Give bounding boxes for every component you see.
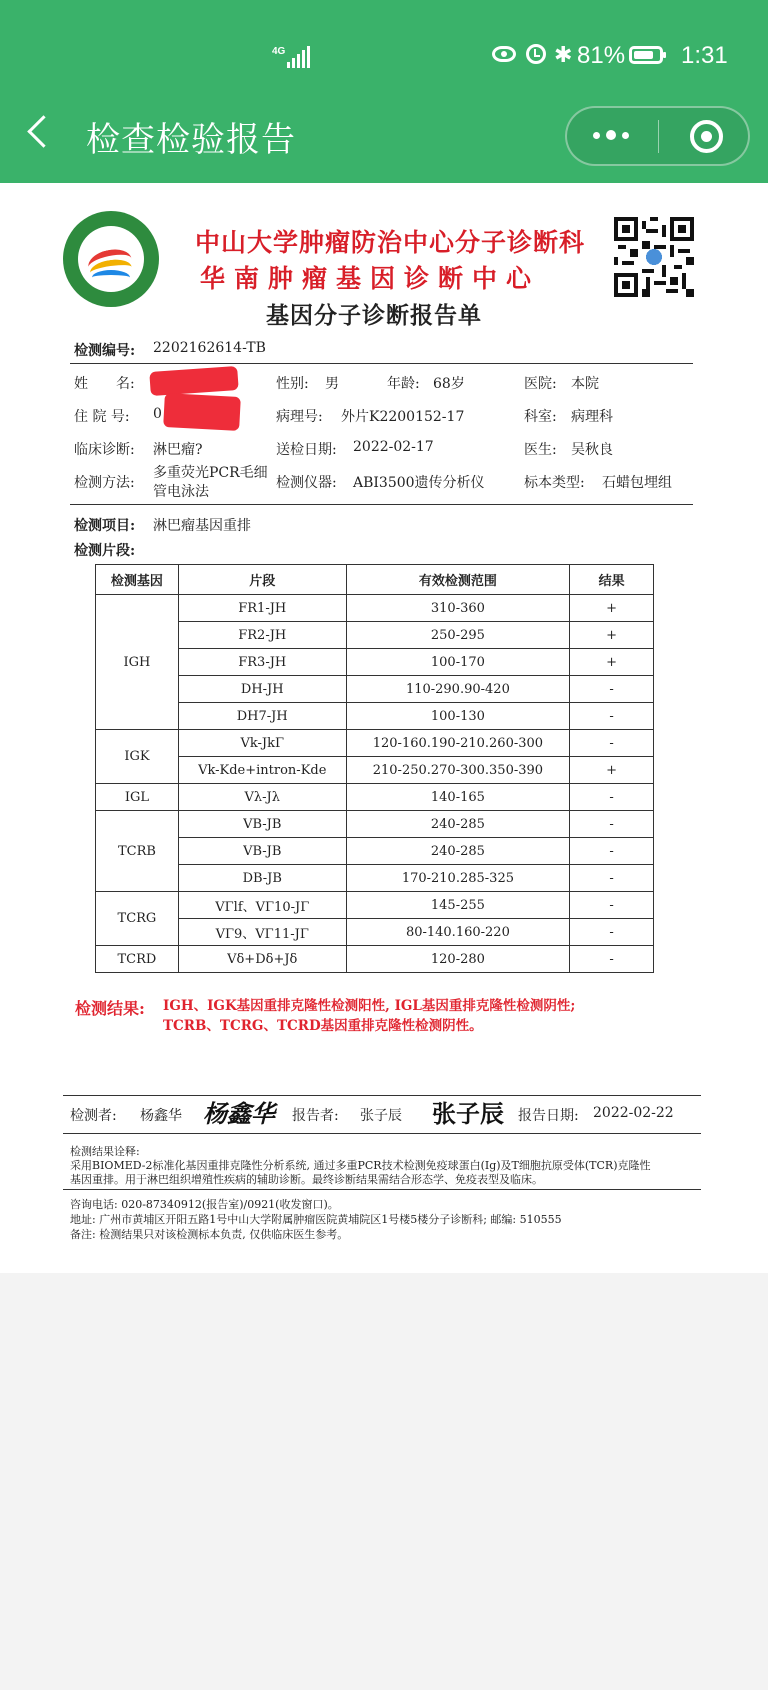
result-cell: - — [570, 811, 654, 838]
battery-icon — [629, 46, 663, 64]
admission-label: 住 院 号: — [74, 409, 130, 425]
diagnosis-value: 淋巴瘤? — [153, 442, 203, 458]
notes-line1: 采用BIOMED-2标准化基因重排克隆性分析系统, 通过多重PCR技术检测免疫球蛋白(Ig)及T细胞抗原受体(TCR)克隆性 — [70, 1159, 651, 1172]
clock: 1:31 — [681, 42, 728, 69]
divider — [63, 1095, 701, 1096]
segment-cell: FR3-JH — [178, 649, 346, 676]
table-row — [96, 919, 654, 946]
table-row — [96, 595, 654, 622]
signal-icon — [287, 46, 311, 68]
send-date-value: 2022-02-17 — [353, 439, 434, 455]
age-value: 68岁 — [433, 376, 465, 392]
status-bar — [0, 40, 768, 80]
report-title: 基因分子诊断报告单 — [266, 302, 482, 329]
range-cell: 100-170 — [346, 649, 570, 676]
range-cell: 250-295 — [346, 622, 570, 649]
range-cell: 140-165 — [346, 784, 570, 811]
report-date-label: 报告日期: — [518, 1108, 579, 1124]
segment-cell: VΓlf、VΓ10-JΓ — [178, 892, 346, 919]
result-line1: IGH、IGK基因重排克隆性检测阳性, IGL基因重排克隆性检测阴性; — [163, 998, 576, 1014]
alarm-icon — [526, 44, 546, 64]
tester-label: 检测者: — [70, 1108, 117, 1124]
sample-type-label: 标本类型: — [524, 475, 585, 491]
table-row — [96, 865, 654, 892]
result-cell: - — [570, 703, 654, 730]
divider — [63, 1133, 701, 1134]
capsule-divider — [658, 120, 659, 153]
header-result: 结果 — [570, 565, 654, 595]
result-cell: - — [570, 946, 654, 973]
hospital-label: 医院: — [524, 376, 557, 392]
result-cell: - — [570, 730, 654, 757]
divider — [70, 363, 693, 364]
gene-cell: IGL — [96, 784, 179, 811]
doctor-value: 吴秋良 — [571, 442, 613, 458]
method-label: 检测方法: — [74, 475, 135, 491]
reporter-value: 张子辰 — [360, 1108, 402, 1124]
contact-line: 咨询电话: 020-87340912(报告室)/0921(收发窗口)。 — [70, 1198, 339, 1211]
range-cell: 120-280 — [346, 946, 570, 973]
segment-cell: VΓ9、VΓ11-JΓ — [178, 919, 346, 946]
table-row — [96, 703, 654, 730]
table-row — [96, 784, 654, 811]
notes-title: 检测结果诠释: — [70, 1145, 140, 1158]
report-document — [0, 183, 768, 1273]
id-label: 检测编号: — [74, 343, 136, 359]
sample-type-value: 石蜡包埋组 — [602, 475, 672, 491]
gene-cell: TCRB — [96, 811, 179, 892]
gene-rearrangement-table — [95, 564, 654, 973]
segment-cell: Vk-JkΓ — [178, 730, 346, 757]
sex-value: 男 — [325, 376, 339, 392]
result-cell: - — [570, 838, 654, 865]
segment-cell: Vδ+Dδ+Jδ — [178, 946, 346, 973]
table-header-row — [96, 565, 654, 595]
result-cell: - — [570, 676, 654, 703]
result-text — [163, 996, 575, 1036]
header-gene: 检测基因 — [96, 565, 179, 595]
item-label: 检测项目: — [74, 518, 136, 534]
diagnosis-label: 临床诊断: — [74, 442, 135, 458]
segment-cell: FR1-JH — [178, 595, 346, 622]
page-title: 检查检验报告 — [86, 120, 296, 160]
range-cell: 80-140.160-220 — [346, 919, 570, 946]
table-row — [96, 676, 654, 703]
send-date-label: 送检日期: — [276, 442, 337, 458]
redaction-mark — [163, 393, 241, 431]
table-row — [96, 892, 654, 919]
gene-cell: IGH — [96, 595, 179, 730]
range-cell: 310-360 — [346, 595, 570, 622]
result-cell: + — [570, 622, 654, 649]
range-cell: 210-250.270-300.350-390 — [346, 757, 570, 784]
result-cell: - — [570, 784, 654, 811]
result-cell: - — [570, 892, 654, 919]
battery-percent: 81% — [577, 42, 626, 69]
org-name-line2: 华南肿瘤基因诊断中心 — [200, 264, 541, 293]
segment-cell: VB-JB — [178, 838, 346, 865]
bluetooth-icon: ✱ — [554, 42, 573, 67]
segment-cell: DH7-JH — [178, 703, 346, 730]
segment-cell: Vλ-Jλ — [178, 784, 346, 811]
divider — [63, 1189, 701, 1190]
range-cell: 100-130 — [346, 703, 570, 730]
table-row — [96, 649, 654, 676]
range-cell: 240-285 — [346, 838, 570, 865]
hospital-logo — [63, 211, 159, 307]
result-cell: - — [570, 919, 654, 946]
result-cell: + — [570, 595, 654, 622]
pathology-value: 外片K2200152-17 — [341, 409, 465, 425]
instrument-label: 检测仪器: — [276, 475, 337, 491]
result-cell: + — [570, 757, 654, 784]
table-row — [96, 811, 654, 838]
doctor-label: 医生: — [524, 442, 557, 458]
header-range: 有效检测范围 — [346, 565, 570, 595]
app-header — [0, 0, 768, 183]
range-cell: 120-160.190-210.260-300 — [346, 730, 570, 757]
address-line: 地址: 广州市黄埔区开阳五路1号中山大学附属肿瘤医院黄埔院区1号楼5楼分子诊断科; 邮编: 510555 — [70, 1213, 562, 1226]
divider — [70, 504, 693, 505]
department-value: 病理科 — [571, 409, 613, 425]
segment-cell: VB-JB — [178, 811, 346, 838]
range-cell: 145-255 — [346, 892, 570, 919]
reporter-signature: 张子辰 — [432, 1099, 504, 1128]
notes-line2: 基因重排。用于淋巴组织增殖性疾病的辅助诊断。最终诊断结果需结合形态学、免疫表型及临床。 — [70, 1173, 543, 1186]
result-line2: TCRB、TCRG、TCRD基因重排克隆性检测阴性。 — [163, 1018, 483, 1034]
segment-cell: DB-JB — [178, 865, 346, 892]
back-arrow-icon[interactable] — [27, 115, 60, 148]
mini-program-capsule — [565, 106, 750, 166]
table-row — [96, 622, 654, 649]
segment-cell: FR2-JH — [178, 622, 346, 649]
gene-cell: TCRD — [96, 946, 179, 973]
header-segment: 片段 — [178, 565, 346, 595]
qr-code-icon — [614, 217, 694, 297]
instrument-value: ABI3500遗传分析仪 — [353, 475, 485, 491]
age-label: 年龄: — [387, 376, 420, 392]
report-date-value: 2022-02-22 — [593, 1105, 674, 1121]
segment-label: 检测片段: — [74, 543, 136, 559]
table-row — [96, 757, 654, 784]
more-menu-icon[interactable] — [593, 130, 633, 142]
result-label: 检测结果: — [75, 999, 145, 1018]
org-name-line1: 中山大学肿瘤防治中心分子诊断科 — [195, 228, 586, 257]
segment-cell: DH-JH — [178, 676, 346, 703]
reporter-label: 报告者: — [292, 1108, 339, 1124]
table-row — [96, 838, 654, 865]
admission-value: 0 — [153, 406, 162, 422]
range-cell: 110-290.90-420 — [346, 676, 570, 703]
item-value: 淋巴瘤基因重排 — [153, 518, 251, 534]
network-type: 4G — [272, 46, 286, 57]
department-label: 科室: — [524, 409, 557, 425]
close-mini-program-icon[interactable] — [690, 120, 723, 153]
eye-comfort-icon — [492, 46, 516, 62]
table-row — [96, 730, 654, 757]
name-label: 姓 名: — [74, 376, 135, 392]
hospital-value: 本院 — [571, 376, 599, 392]
segment-cell: Vk-Kde+intron-Kde — [178, 757, 346, 784]
method-value-line2: 管电泳法 — [153, 484, 209, 500]
redaction-mark — [149, 366, 238, 396]
id-value: 2202162614-TB — [153, 340, 266, 356]
range-cell: 240-285 — [346, 811, 570, 838]
gene-cell: IGK — [96, 730, 179, 784]
sex-label: 性别: — [276, 376, 309, 392]
pathology-label: 病理号: — [276, 409, 323, 425]
result-cell: + — [570, 649, 654, 676]
tester-value: 杨鑫华 — [140, 1108, 182, 1124]
range-cell: 170-210.285-325 — [346, 865, 570, 892]
remark-line: 备注: 检测结果只对该检测标本负责, 仅供临床医生参考。 — [70, 1228, 349, 1241]
method-value-line1: 多重荧光PCR毛细 — [153, 465, 268, 481]
table-row — [96, 946, 654, 973]
result-cell: - — [570, 865, 654, 892]
tester-signature: 杨鑫华 — [203, 1099, 275, 1128]
gene-cell: TCRG — [96, 892, 179, 946]
